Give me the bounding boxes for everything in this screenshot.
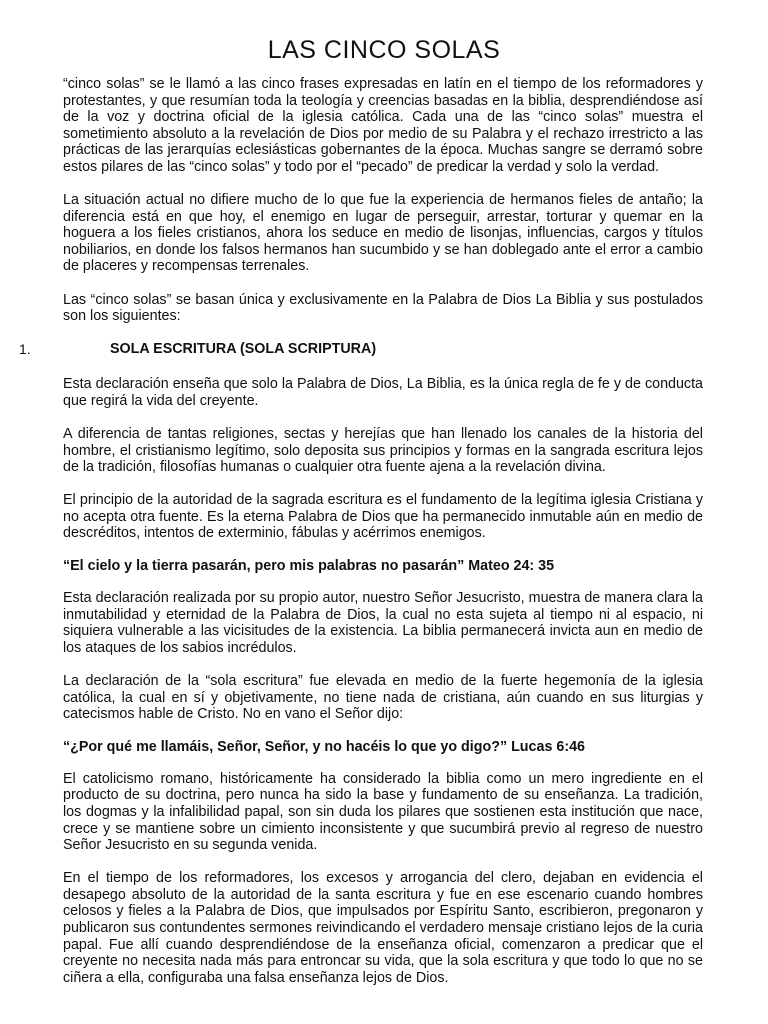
section-paragraph: A diferencia de tantas religiones, sectas y herejías que han llenado los canales de la historia del hombre, el cristianismo legítimo, solo deposita sus principios y formas en la sangrada escritura lejos de la tradición, filosofías humanas o cualquier otra fuente ajena a la revelación divina. bbox=[63, 425, 703, 476]
section-paragraph: En el tiempo de los reformadores, los excesos y arrogancia del clero, dejaban en evidencia el desapego absoluto de la autoridad de la santa escritura y fue en ese escenario cuando hombres celosos y fieles a la Palabra de Dios, que impulsados por Espíritu Santo, escribieron, pregonaron y publicaron sus contundentes sermones reivindicando el verdadero mensaje cristiano lejos de la curia papal. Fue allí cuando desprendiéndose de la enseñanza oficial, comenzaron a predicar que el creyente no necesita nada más para entroncar su vida, que la sola escritura y que todo lo que no se ciñera a ella, configuraba una falsa enseñanza lejos de Dios. bbox=[63, 870, 703, 986]
intro-paragraph: “cinco solas” se le llamó a las cinco frases expresadas en latín en el tiempo de los reformadores y protestantes, y que resumían toda la teología y creencias basadas en la biblia, desprendiéndose así de la voz y doctrina oficial de la iglesia católica. Cada una de las “cinco solas” muestra el sometimiento absoluto a la revelación de Dios por medio de su Palabra y el rechazo irrestricto a las prácticas de las jerarquías eclesiásticas gobernantes de la época. Muchas sangre se derramó sobre estos pilares de las “cinco solas” y todo por el “pecado” de predicar la verdad y solo la verdad. bbox=[63, 76, 703, 175]
section-heading bbox=[19, 341, 703, 358]
section-number: 1. bbox=[19, 341, 31, 358]
section-paragraph: El principio de la autoridad de la sagrada escritura es el fundamento de la legítima iglesia Cristiana y no acepta otra fuente. Es la eterna Palabra de Dios que ha permanecido inmutable aún en medio de descréditos, intentos de exterminio, fábulas y acérrimos enemigos. bbox=[63, 492, 703, 542]
bible-quote: “El cielo y la tierra pasarán, pero mis palabras no pasarán” Mateo 24: 35 bbox=[63, 558, 555, 575]
document-body bbox=[19, 76, 703, 1003]
section-paragraph: Esta declaración realizada por su propio autor, nuestro Señor Jesucristo, muestra de manera clara la inmutabilidad y eternidad de la Palabra de Dios, la cual no esta sujeta al tiempo ni al espacio, ni siquiera vulnerable a las vicisitudes de la existencia. La biblia permanecerá invicta aun en medio de los ataques de los sabios incrédulos. bbox=[63, 590, 703, 656]
page-title: LAS CINCO SOLAS bbox=[267, 36, 501, 64]
section-paragraph: El catolicismo romano, históricamente ha considerado la biblia como un mero ingrediente en el producto de su doctrina, pero nunca ha sido la base y fundamento de su enseñanza. La tradición, los dogmas y la infalibilidad papal, son sin duda los pilares que sostienen esta institución que nace, crece y se mantiene sobre un cimiento inconsistente y que sucumbirá previo al regreso de nuestro Señor Jesucristo en su segunda venida. bbox=[63, 770, 703, 854]
bible-quote: “¿Por qué me llamáis, Señor, Señor, y no hacéis lo que yo digo?” Lucas 6:46 bbox=[63, 739, 585, 756]
section-paragraph: Esta declaración enseña que solo la Palabra de Dios, La Biblia, es la única regla de fe y de conducta que regirá la vida del creyente. bbox=[63, 376, 703, 409]
intro-paragraph: La situación actual no difiere mucho de lo que fue la experiencia de hermanos fieles de antaño; la diferencia está en que hoy, el enemigo en lugar de perseguir, arrestar, torturar y quemar en la hoguera a los fieles cristianos, ahora los seduce en medio de lisonjas, influencias, cargos y títulos nobiliarios, en donde los falsos hermanos han sucumbido y se han doblegado ante el error a cambio de placeres y recompensas terrenales. bbox=[63, 192, 703, 275]
intro-paragraph: Las “cinco solas” se basan única y exclusivamente en la Palabra de Dios La Biblia y sus postulados son los siguientes: bbox=[63, 291, 703, 325]
section-paragraph: La declaración de la “sola escritura” fue elevada en medio de la fuerte hegemonía de la iglesia católica, la cual en sí y objetivamente, no tiene nada de cristiana, aún cuando en sus liturgias y catecismos hable de Cristo. No en vano el Señor dijo: bbox=[63, 672, 703, 723]
section-title: SOLA ESCRITURA (SOLA SCRIPTURA) bbox=[110, 341, 377, 358]
